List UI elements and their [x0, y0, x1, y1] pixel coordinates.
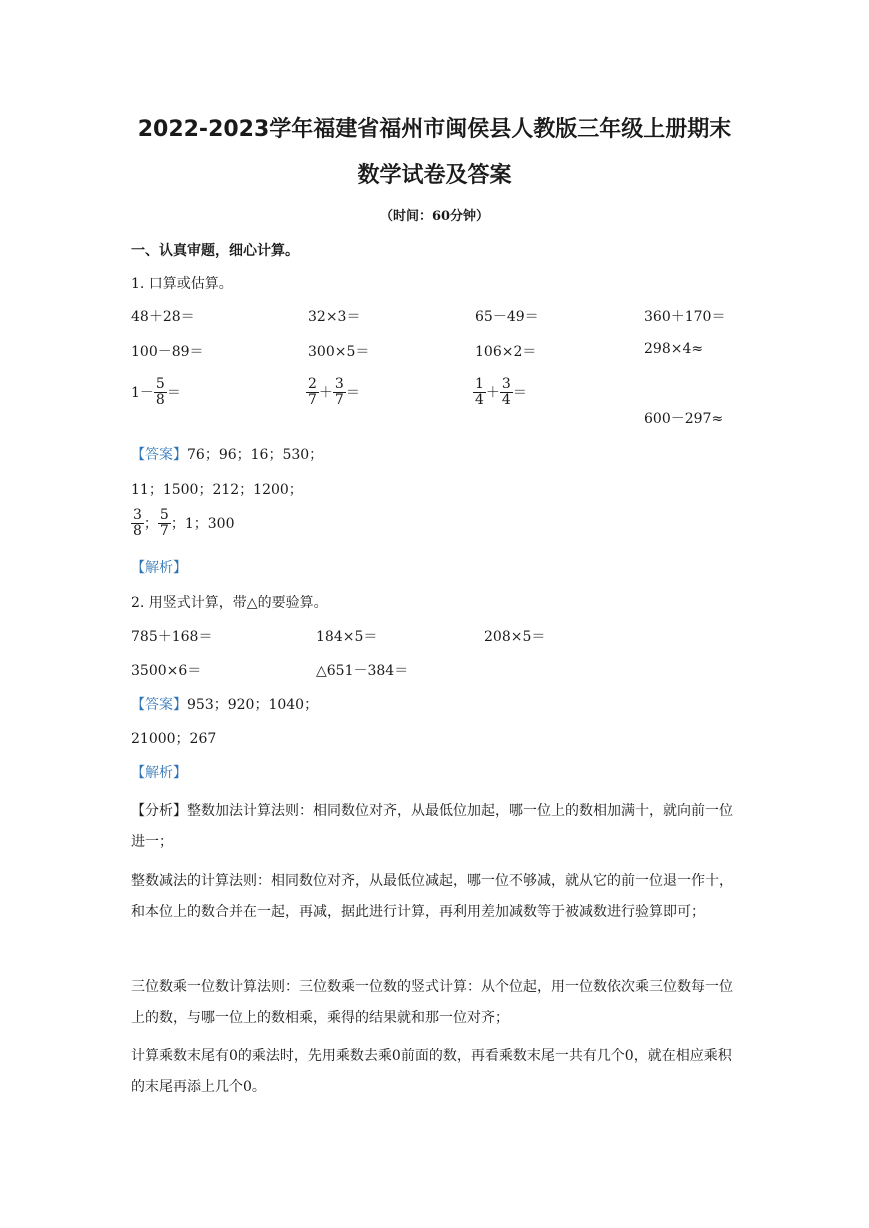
q1-item: 100－89＝: [131, 344, 204, 360]
denominator: 8: [133, 522, 142, 539]
question-1-label: 1. 口算或估算。: [131, 276, 233, 292]
q1-item: 298×4≈: [644, 341, 704, 357]
section-heading: 一、认真审题，细心计算。: [131, 243, 299, 259]
document-title-line1: 2022-2023学年福建省福州市闽侯县人教版三年级上册期末: [137, 117, 732, 142]
analysis-paragraph: 【分析】整数加法计算法则：相同数位对齐，从最低位加起，哪一位上的数相加满十，就向前一位进一；: [131, 803, 733, 850]
q2-item: 184×5＝: [316, 629, 378, 645]
answer-tag: 【答案】: [131, 697, 187, 713]
numerator: 5: [155, 376, 165, 392]
denominator: 8: [155, 391, 165, 408]
numerator: 3: [334, 376, 344, 392]
answer-text: 953；920；1040；: [187, 697, 319, 713]
q2-answer-line-1: [131, 694, 318, 714]
q1-item: 600－297≈: [644, 411, 724, 427]
fraction: [500, 377, 513, 407]
denominator: 4: [501, 391, 511, 408]
document-title-line2: 数学试卷及答案: [357, 163, 512, 188]
q1-answer-line-1: [131, 444, 323, 464]
q2-item: 785＋168＝: [131, 629, 213, 645]
q1-item: 65－49＝: [475, 309, 539, 325]
q1-item: 106×2＝: [475, 344, 537, 360]
numerator: 2: [308, 376, 317, 392]
q2-item: 3500×6＝: [131, 663, 202, 679]
plus-sign: ＋: [485, 385, 500, 402]
numerator: 1: [475, 376, 484, 392]
q1-item: 32×3＝: [308, 309, 361, 325]
fraction: [473, 377, 486, 407]
fraction: [158, 508, 171, 538]
q2-item: 208×5＝: [484, 629, 546, 645]
equals-sign: ＝: [345, 385, 360, 402]
denominator: 7: [334, 391, 344, 408]
q1-fraction-item-2: [306, 377, 360, 407]
time-note: （时间：60分钟）: [379, 209, 490, 224]
q2-answer-line-2: 21000；267: [131, 731, 217, 747]
q1-item: 300×5＝: [308, 344, 370, 360]
numerator: 3: [133, 507, 142, 523]
q2-item: △651－384＝: [316, 663, 409, 679]
fraction: [333, 377, 346, 407]
analysis-paragraph: 整数减法的计算法则：相同数位对齐，从最低位减起，哪一位不够减，就从它的前一位退一作十，和本位上的数合并在一起，再减，据此进行计算，再利用差加减数等于被减数进行验算即可；: [131, 873, 733, 920]
answer-text: 76；96；16；530；: [187, 447, 324, 463]
q1-answer-line-3: [131, 508, 234, 538]
fraction: [154, 377, 167, 407]
denominator: 7: [308, 391, 317, 408]
question-2-label: 2. 用竖式计算，带△的要验算。: [131, 595, 328, 611]
fraction: [131, 508, 144, 538]
q2-analysis-tag: 【解析】: [131, 765, 187, 781]
numerator: 3: [501, 376, 511, 392]
denominator: 7: [159, 522, 169, 539]
q1-fraction-item-1: [131, 377, 181, 407]
answer-rest: ；1；300: [170, 516, 235, 533]
plus-sign: ＋: [318, 385, 333, 402]
q1-answer-line-2: 11；1500；212；1200；: [131, 482, 303, 498]
q1-item: 48＋28＝: [131, 309, 195, 325]
q1-fraction-item-3: [473, 377, 527, 407]
denominator: 4: [475, 391, 484, 408]
q1-analysis-tag: 【解析】: [131, 560, 187, 576]
fraction-lead: 1－: [131, 385, 154, 402]
answer-tag: 【答案】: [131, 447, 187, 463]
fraction: [306, 377, 319, 407]
equals-sign: ＝: [512, 385, 527, 402]
q1-item: 360＋170＝: [644, 309, 726, 325]
analysis-paragraph: 计算乘数末尾有0的乘法时，先用乘数去乘0前面的数，再看乘数末尾一共有几个0，就在相应乘积的末尾再添上几个0。: [131, 1048, 732, 1095]
analysis-paragraph: 三位数乘一位数计算法则：三位数乘一位数的竖式计算：从个位起，用一位数依次乘三位数每一位上的数，与哪一位上的数相乘，乘得的结果就和那一位对齐；: [131, 979, 733, 1026]
numerator: 5: [159, 507, 169, 523]
equals-sign: ＝: [166, 385, 181, 402]
separator: ；: [143, 516, 158, 533]
